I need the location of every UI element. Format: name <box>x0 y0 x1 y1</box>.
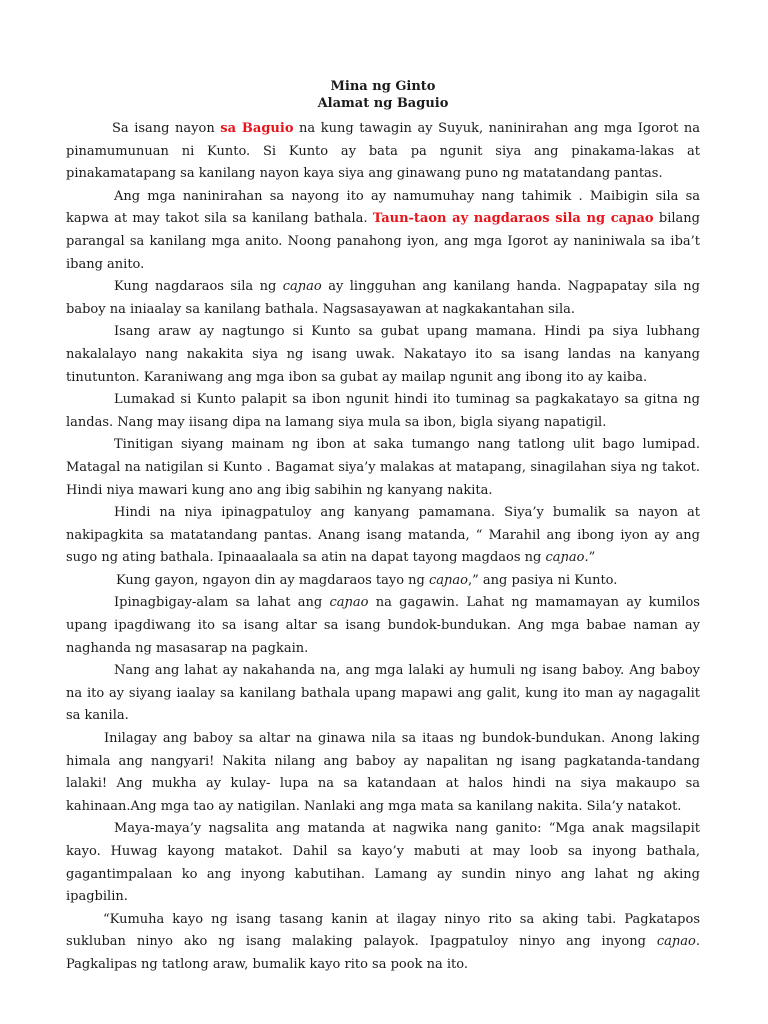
canao-term: caɲao <box>545 550 585 566</box>
paragraph-text: “Kumuha kayo ng isang tasang kanin at ilagay ninyo rito sa aking tabi. Pagkatapos sukluban ninyo ako ng isang malaking palayok. Ipagpatuloy ninyo ang inyong <box>66 911 700 950</box>
highlighted-text: Taun-taon ay nagdaraos sila ng caɲao <box>372 211 654 227</box>
paragraph-text: na kung tawagin ay Suyuk, naninirahan ang mga Igorot na pinamumunuan ni Kunto. Si Kunto ay bata pa ngunit siya ang pinakama-lakas at pinakamatapang sa kanilang nayon kaya siya ang ginawang puno ng matatandang pantas. <box>66 121 700 182</box>
paragraph-text: ,” ang pasiya ni Kunto. <box>468 572 618 588</box>
paragraph-text: .” <box>584 550 596 566</box>
story-body <box>66 118 700 977</box>
paragraph-text: Ipinagbigay-alam sa lahat ang <box>114 595 330 611</box>
paragraph-text: bilang parangal sa kanilang mga anito. Noong panahong iyon, ang mga Igorot ay naniniwala sa iba’t ibang anito. <box>66 211 700 272</box>
paragraph <box>66 276 700 321</box>
paragraph-text: Kung nagdaraos sila ng <box>114 279 283 295</box>
paragraph <box>66 434 700 502</box>
paragraph-text: Tinitigan siyang mainam ng ibon at saka tumango nang tatlong ulit bago lumipad. Matagal na natigilan si Kunto . Bagamat siya’y malakas at matapang, sinagilahan siya ng takot. Hindi niya mawari kung ano ang ibig sabihin ng kanyang nakita. <box>66 437 700 498</box>
paragraph-text: ay lingguhan ang kanilang handa. Nagpapatay sila ng baboy na iniaalay sa kanilang bathala. Nagsasayawan at nagkakantahan sila. <box>66 279 700 317</box>
paragraph <box>66 818 700 908</box>
canao-term: caɲao <box>656 934 696 950</box>
paragraph <box>66 728 700 818</box>
paragraph-text: Isang araw ay nagtungo si Kunto sa gubat upang mamana. Hindi pa siya lubhang nakalalayo nang nakakita siya ng isang uwak. Nakatayo ito sa isang landas na kanyang tinutunton. Karaniwang ang mga ibon sa gubat ay mailap ngunit ang ibong ito ay kaiba. <box>66 324 700 385</box>
paragraph-text: Lumakad si Kunto palapit sa ibon ngunit hindi ito tuminag sa pagkakatayo sa gitna ng landas. Nang may iisang dipa na lamang siya mula sa ibon, bigla siyang napatigil. <box>66 392 700 430</box>
paragraph <box>66 118 700 186</box>
paragraph <box>66 389 700 434</box>
paragraph-text: Hindi na niya ipinagpatuloy ang kanyang pamamana. Siya’y bumalik sa nayon at nakipagkita sa matatandang pantas. Anang isang matanda, “ Marahil ang ibong iyon ay ang sugo ng ating bathala. Ipinaaalaala sa atin na dapat tayong magdaos ng <box>66 505 700 566</box>
paragraph-text: na gagawin. Lahat ng mamamayan ay kumilos upang ipagdiwang ito sa isang altar sa isang bundok-bundukan. Ang mga babae naman ay naghanda ng masasarap na pagkain. <box>66 595 700 656</box>
paragraph <box>66 660 700 728</box>
paragraph-text: Maya-maya’y nagsalita ang matanda at nagwika nang ganito: “Mga anak magsilapit kayo. Huwag kayong matakot. Dahil sa kayo’y mabuti at may loob sa inyong bathala, gagantimpalaan ko ang inyong kabutihan. Lamang ay sundin ninyo ang lahat ng aking ipagbilin. <box>66 821 700 905</box>
paragraph-text: . Pagkalipas ng tatlong araw, bumalik kayo rito sa pook na ito. <box>66 934 700 972</box>
document-subtitle: Alamat ng Baguio <box>317 96 449 111</box>
canao-term: caɲao <box>429 572 468 588</box>
paragraph <box>66 186 700 276</box>
paragraph <box>66 321 700 389</box>
paragraph <box>66 909 700 977</box>
document-title: Mina ng Ginto <box>330 79 436 94</box>
paragraph-text: Nang ang lahat ay nakahanda na, ang mga lalaki ay humuli ng isang baboy. Ang baboy na ito ay siyang iaalay sa kanilang bathala upang mapawi ang galit, kung ito man ay nagagalit sa kanila. <box>66 663 700 724</box>
highlighted-text: sa Baguio <box>220 121 294 136</box>
paragraph-text: Sa isang nayon <box>112 121 221 136</box>
canao-term: caɲao <box>329 595 369 611</box>
paragraph-text: Kung gayon, ngayon din ay magdaraos tayo ng <box>116 572 430 588</box>
paragraph-text: Ang mga naninirahan sa nayong ito ay namumuhay nang tahimik . Maibigin sila sa kapwa at may takot sila sa kanilang bathala. <box>66 188 700 227</box>
paragraph <box>66 570 700 593</box>
canao-term: caɲao <box>282 279 322 295</box>
paragraph-text: Inilagay ang baboy sa altar na ginawa nila sa itaas ng bundok-bundukan. Anong laking himala ang nangyari! Nakita nilang ang baboy ay napalitan ng isang pagkatanda-tandang lalaki! Ang mukha ay kulay- lupa na sa katandaan at halos hindi na siya makaupo sa kahinaan.Ang mga tao ay natigilan. Nanlaki ang mga mata sa kanilang nakita. Sila’y natakot. <box>66 731 700 814</box>
paragraph <box>66 502 700 570</box>
paragraph <box>66 592 700 660</box>
